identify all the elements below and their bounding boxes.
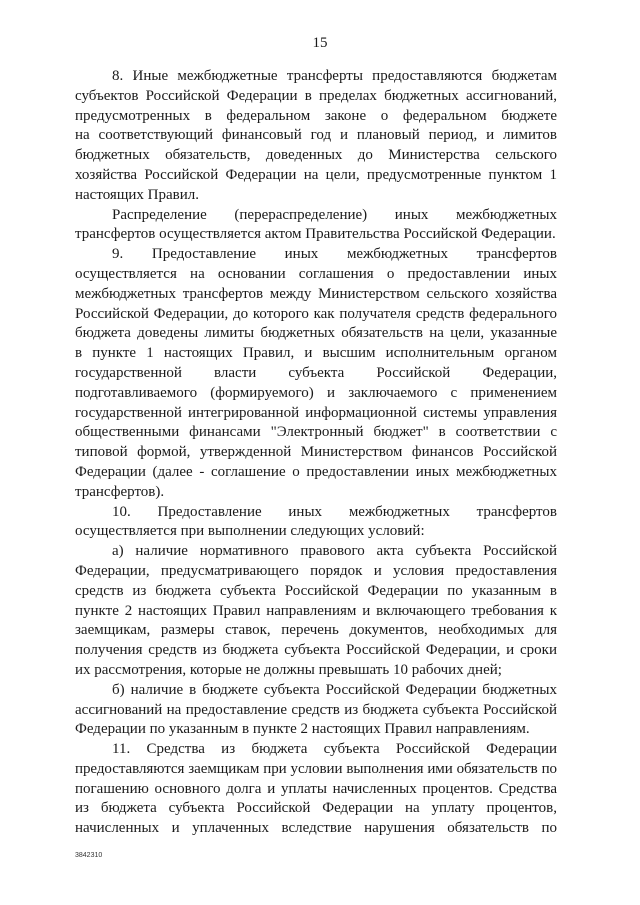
text-line: бюджетных обязательств, доведенных до Министерства сельского xyxy=(75,147,557,164)
paragraph-10 xyxy=(75,503,557,543)
text-line: Российской Федерации, до которого как получателя средств федерального xyxy=(75,305,557,322)
text-line: настоящих Правил. xyxy=(75,186,199,203)
text-line: Федерации по указанным в пункте 2 настоящих Правил направлениям. xyxy=(75,721,530,738)
text-line: из бюджета субъекта Российской Федерации на уплату процентов, xyxy=(75,800,557,817)
text-line: типовой формой, утвержденной Министерством финансов Российской xyxy=(75,444,557,461)
text-line: подготавливаемого (формируемого) и заключаемого с применением xyxy=(75,384,557,401)
text-line: предусмотренных в федеральном законе о федеральном бюджете xyxy=(75,107,557,124)
paragraph-10-a xyxy=(75,542,557,681)
text-line: 10. Предоставление иных межбюджетных трансфертов xyxy=(112,503,557,520)
text-line: на соответствующий финансовый год и плановый период, и лимитов xyxy=(75,127,557,144)
document-body xyxy=(75,67,557,839)
text-line: трансфертов осуществляется актом Правительства Российской Федерации. xyxy=(75,226,556,243)
text-line: государственной интегрированной информационной системы управления xyxy=(75,404,557,421)
text-line: Федерации, предусматривающего порядок и условия предоставления xyxy=(75,562,557,579)
text-line: межбюджетных трансфертов между Министерством сельского хозяйства xyxy=(75,285,557,302)
document-code: 3842310 xyxy=(75,852,103,859)
paragraph-11 xyxy=(75,740,557,839)
text-line: предоставляются заемщикам при условии выполнения ими обязательств по xyxy=(75,760,557,777)
paragraph-10-b xyxy=(75,681,557,740)
text-line: хозяйства Российской Федерации на цели, предусмотренные пунктом 1 xyxy=(75,166,557,183)
text-line: трансфертов). xyxy=(75,483,165,500)
text-line: государственной власти субъекта Российской Федерации, xyxy=(75,364,557,381)
page-number: 15 xyxy=(312,35,328,51)
text-line: получения средств из бюджета субъекта Российской Федерации, и сроки xyxy=(75,642,557,659)
text-line: средств из бюджета субъекта Российской Федерации по указанным в xyxy=(75,582,557,599)
text-line: 8. Иные межбюджетные трансферты предоставляются бюджетам xyxy=(112,68,557,84)
text-line: их рассмотрения, которые не должны превышать 10 рабочих дней; xyxy=(75,661,502,678)
text-line: ассигнований на предоставление средств из бюджета субъекта Российской xyxy=(75,701,557,718)
paragraph-8-distribution xyxy=(75,206,557,246)
paragraph-8 xyxy=(75,67,557,206)
text-line: бюджета доведены лимиты бюджетных обязательств на цели, указанные xyxy=(75,325,557,342)
text-line: 9. Предоставление иных межбюджетных трансфертов xyxy=(112,246,557,263)
text-line: осуществляется на основании соглашения о предоставлении иных xyxy=(75,265,557,282)
text-line: заемщикам, размеры ставок, перечень документов, необходимых для xyxy=(75,622,557,639)
text-line: б) наличие в бюджете субъекта Российской Федерации бюджетных xyxy=(112,681,557,698)
text-line: пункте 2 настоящих Правил направлениям и включающего требования к xyxy=(75,602,557,619)
text-line: в пункте 1 настоящих Правил, и высшим исполнительным органом xyxy=(75,345,557,362)
text-line: Распределение (перераспределение) иных межбюджетных xyxy=(112,206,557,223)
text-line: начисленных и уплаченных вследствие нарушения обязательств по xyxy=(75,820,557,837)
text-line: общественными финансами "Электронный бюджет" в соответствии с xyxy=(75,424,557,441)
text-line: а) наличие нормативного правового акта субъекта Российской xyxy=(112,543,557,560)
text-line: погашению основного долга и уплаты начисленных процентов. Средства xyxy=(75,780,557,797)
text-line: 11. Средства из бюджета субъекта Российской Федерации xyxy=(112,741,557,758)
paragraph-9 xyxy=(75,245,557,502)
text-line: осуществляется при выполнении следующих условий: xyxy=(75,523,425,540)
text-line: Федерации (далее - соглашение о предоставлении иных межбюджетных xyxy=(75,463,557,480)
text-line: субъектов Российской Федерации в пределах бюджетных ассигнований, xyxy=(75,87,557,104)
